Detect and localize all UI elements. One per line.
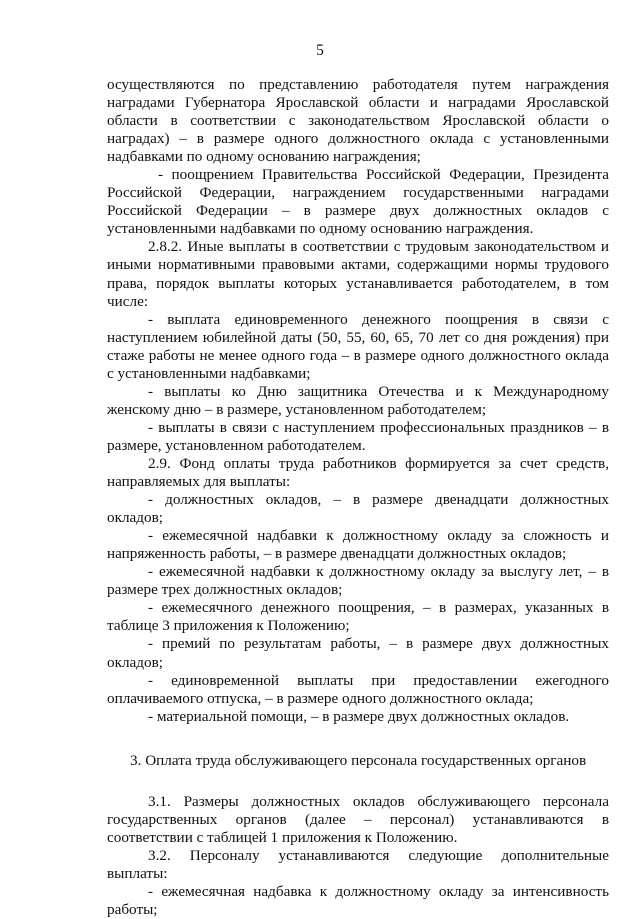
- paragraph: - должностных окладов, – в размере двенадцати должностных окладов;: [107, 491, 609, 527]
- paragraph: - поощрением Правительства Российской Федерации, Президента Российской Федерации, награждением государственными наградами Российской Федерации – в размере двух должностных окладов с установленными надбавками по одному основанию награждения.: [107, 166, 609, 238]
- paragraph: 2.8.2. Иные выплаты в соответствии с трудовым законодательством и иными нормативными правовыми актами, содержащими нормы трудового права, порядок выплаты которых устанавливается работодателем, в том числе:: [107, 238, 609, 310]
- paragraph: - ежемесячной надбавки к должностному окладу за сложность и напряженность работы, – в размере двенадцати должностных окладов;: [107, 527, 609, 563]
- paragraph: 2.9. Фонд оплаты труда работников формируется за счет средств, направляемых для выплаты:: [107, 454, 609, 491]
- paragraph: - выплаты в связи с наступлением профессиональных праздников – в размере, установленном работодателем.: [107, 418, 609, 454]
- paragraph: - ежемесячного денежного поощрения, – в размерах, указанных в таблице 3 приложения к Положению;: [107, 599, 609, 635]
- paragraph: - ежемесячная надбавка к должностному окладу за интенсивность работы;: [107, 882, 609, 919]
- paragraph: - премий по результатам работы, – в размере двух должностных окладов;: [107, 635, 609, 671]
- paragraph: 3.1. Размеры должностных окладов обслуживающего персонала государственных органов (далее – персонал) устанавливаются в соответствии с таблицей 1 приложения к Положению.: [107, 792, 609, 846]
- paragraph: - материальной помощи, – в размере двух должностных окладов.: [148, 707, 570, 725]
- document-body: [107, 76, 609, 919]
- paragraph: - выплаты ко Дню защитника Отечества и к Международному женскому дню – в размере, установленном работодателем;: [107, 382, 609, 418]
- paragraph: - ежемесячной надбавки к должностному окладу за выслугу лет, – в размере трех должностных окладов;: [107, 563, 609, 599]
- paragraph: осуществляются по представлению работодателя путем награждения наградами Губернатора Ярославской области и наградами Ярославской области в соответствии с законодательством Ярославской области о наградах) – в размере одного должностного оклада с установленными надбавками по одному основанию награждения;: [107, 76, 609, 166]
- paragraph: - единовременной выплаты при предоставлении ежегодного оплачиваемого отпуска, – в размере одного должностного оклада;: [107, 671, 609, 707]
- page-number: 5: [316, 42, 324, 59]
- paragraph: - выплата единовременного денежного поощрения в связи с наступлением юбилейной даты (50, 55, 60, 65, 70 лет со дня рождения) при стаже работы не менее одного года – в размере одного должностного оклада с установленными надбавками;: [107, 310, 609, 382]
- paragraph: 3.2. Персоналу устанавливаются следующие дополнительные выплаты:: [107, 846, 609, 882]
- section-heading: 3. Оплата труда обслуживающего персонала государственных органов: [130, 751, 587, 769]
